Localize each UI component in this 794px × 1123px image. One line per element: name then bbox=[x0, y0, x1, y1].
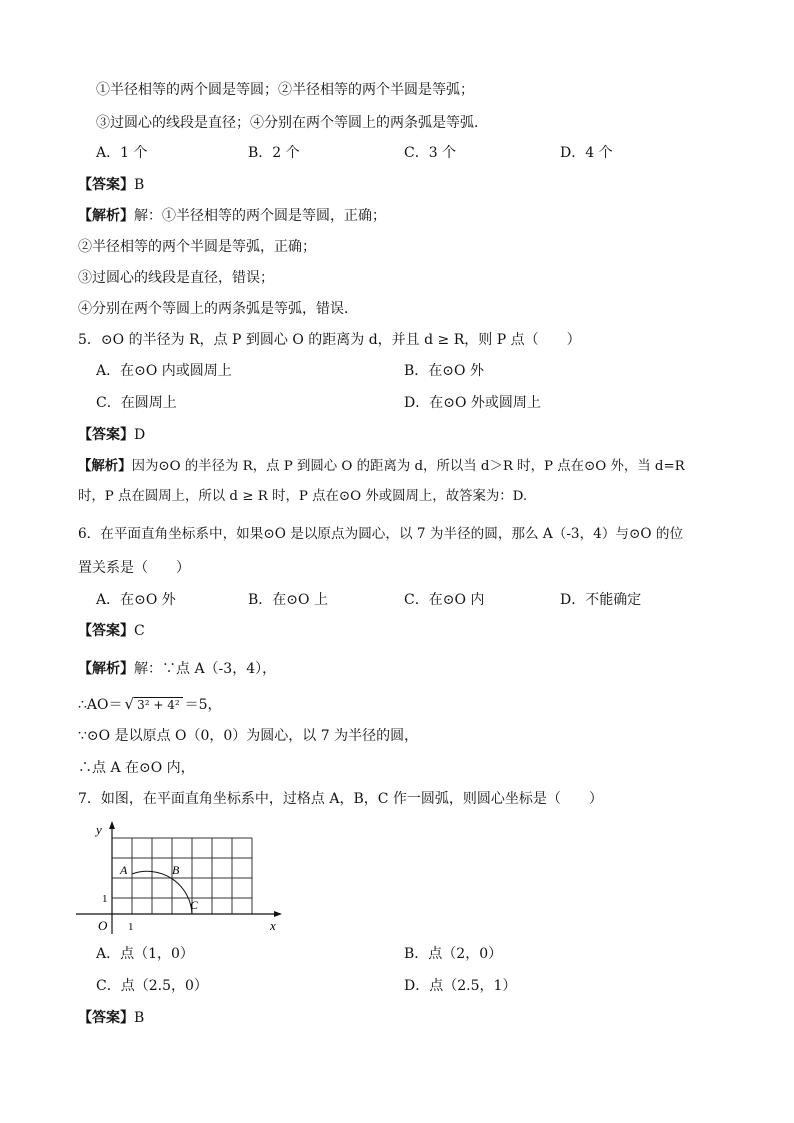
sqrt-expression: √ 3² + 4² bbox=[125, 694, 183, 715]
answer-label: 【答案】 bbox=[78, 177, 134, 193]
analysis-label: 【解析】 bbox=[78, 458, 132, 474]
q5-analysis-line-2: 时，P 点在圆周上，所以 d ≥ R 时，P 点在⊙O 外或圆周上，故答案为：D. bbox=[78, 489, 528, 504]
q4-option-b: B．2 个 bbox=[248, 145, 300, 161]
q6-option-c: C．在⊙O 内 bbox=[404, 592, 485, 608]
y-axis-arrow-icon bbox=[109, 821, 115, 829]
q6-answer bbox=[78, 621, 145, 641]
q4-statement-2: ③过圆心的线段是直径；④分别在两个等圆上的两条弧是等弧． bbox=[96, 115, 488, 131]
q6-analysis-line-1: 【解析】解：∵点 A（-3，4）， bbox=[78, 661, 277, 677]
q6-question-line-1: 6．在平面直角坐标系中，如果⊙O 是以原点为圆心，以 7 为半径的圆，那么 A（-3，4）与⊙O 的位 bbox=[78, 526, 684, 542]
q4-option-d: D．4 个 bbox=[560, 145, 613, 161]
y-axis-label: y bbox=[96, 822, 102, 837]
analysis-label: 【解析】 bbox=[78, 208, 134, 224]
origin-label: O bbox=[98, 918, 108, 933]
point-a-label: A bbox=[120, 863, 128, 877]
q6-option-a: A．在⊙O 外 bbox=[96, 592, 176, 608]
q6-analysis-line-2: ∴AO＝ √ 3² + 4² ＝5， bbox=[78, 695, 222, 713]
answer-label: 【答案】 bbox=[78, 427, 134, 443]
q6-analysis-line-4: ∴点 A 在⊙O 内， bbox=[78, 760, 195, 776]
q7-option-b: B．点（2，0） bbox=[404, 946, 503, 962]
analysis-label: 【解析】 bbox=[78, 661, 134, 677]
q7-question: 7．如图，在平面直角坐标系中，过格点 A，B，C 作一圆弧，则圆心坐标是（ ） bbox=[78, 791, 603, 807]
answer-value: B bbox=[134, 177, 145, 193]
q5-option-a: A．在⊙O 内或圆周上 bbox=[96, 363, 232, 379]
q5-analysis-line-1: 【解析】因为⊙O 的半径为 R，点 P 到圆心 O 的距离为 d，所以当 d＞R 时，P 点在⊙O 外，当 d=R bbox=[78, 458, 685, 474]
answer-label: 【答案】 bbox=[78, 1010, 134, 1026]
q4-option-c: C．3 个 bbox=[404, 145, 457, 161]
q4-statement-1: ①半径相等的两个圆是等圆；②半径相等的两个半圆是等弧； bbox=[96, 82, 474, 98]
q7-option-c: C．点（2.5，0） bbox=[96, 978, 208, 994]
q6-analysis-line-3: ∵⊙O 是以原点 O（0，0）为圆心，以 7 为半径的圆， bbox=[78, 728, 419, 744]
q7-option-a: A．点（1，0） bbox=[96, 946, 194, 962]
q7-option-d: D．点（2.5，1） bbox=[404, 978, 517, 994]
q7-answer bbox=[78, 1008, 144, 1028]
q6-question-line-2: 置关系是（ ） bbox=[78, 560, 190, 576]
q4-option-a: A．1 个 bbox=[96, 145, 148, 161]
point-c-label: C bbox=[190, 898, 199, 912]
x-tick-1: 1 bbox=[128, 921, 134, 933]
q4-answer bbox=[78, 175, 144, 195]
q4-analysis-line-1: 【解析】解：①半径相等的两个圆是等圆，正确； bbox=[78, 208, 386, 224]
answer-value: B bbox=[134, 1010, 145, 1026]
q6-option-d: D．不能确定 bbox=[560, 592, 642, 608]
grid-lines bbox=[112, 838, 252, 914]
q4-analysis-line-4: ④分别在两个等圆上的两条弧是等弧，错误． bbox=[78, 301, 358, 317]
q4-analysis-line-3: ③过圆心的线段是直径，错误； bbox=[78, 270, 274, 286]
q5-option-d: D．在⊙O 外或圆周上 bbox=[404, 395, 541, 411]
q6-option-b: B．在⊙O 上 bbox=[248, 592, 328, 608]
q7-coordinate-figure bbox=[76, 818, 286, 934]
q5-question: 5．⊙O 的半径为 R，点 P 到圆心 O 的距离为 d，并且 d ≥ R，则 P 点（ ） bbox=[78, 332, 581, 348]
point-b-label: B bbox=[172, 863, 180, 877]
x-axis-label: x bbox=[270, 918, 276, 933]
q5-option-b: B．在⊙O 外 bbox=[404, 363, 484, 379]
answer-label: 【答案】 bbox=[78, 623, 134, 639]
y-tick-1: 1 bbox=[102, 893, 108, 905]
q5-option-c: C．在圆周上 bbox=[96, 395, 177, 411]
answer-value: C bbox=[134, 623, 145, 639]
sqrt-sign-icon: √ bbox=[124, 695, 135, 713]
x-axis-arrow-icon bbox=[274, 911, 282, 917]
q4-analysis-line-2: ②半径相等的两个半圆是等弧，正确； bbox=[78, 239, 316, 255]
q5-answer bbox=[78, 425, 145, 445]
answer-value: D bbox=[134, 427, 146, 443]
